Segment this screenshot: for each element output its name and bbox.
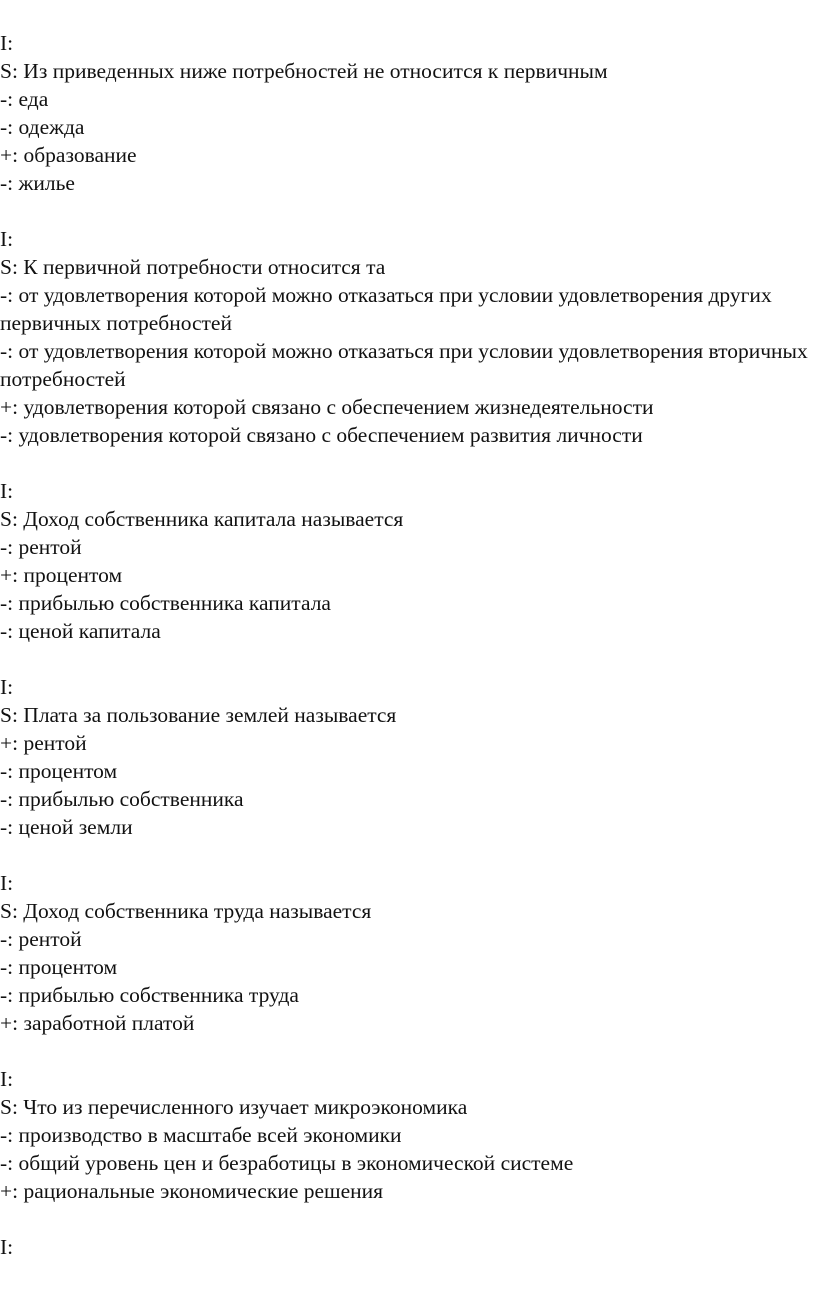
answer-option: -: еда xyxy=(0,87,49,111)
question-block-5 xyxy=(0,869,812,1037)
test-questions-document xyxy=(0,29,812,1289)
question-marker: I: xyxy=(0,1235,14,1259)
question-marker: I: xyxy=(0,675,14,699)
question-statement: S: Доход собственника капитала называется xyxy=(0,507,404,531)
question-marker: I: xyxy=(0,1067,14,1091)
question-statement: S: Что из перечисленного изучает микроэкономика xyxy=(0,1095,468,1119)
answer-option: -: производство в масштабе всей экономики xyxy=(0,1123,402,1147)
answer-option: -: рентой xyxy=(0,927,82,951)
answer-option: -: прибылью собственника труда xyxy=(0,983,299,1007)
question-marker: I: xyxy=(0,227,14,251)
answer-option: -: удовлетворения которой связано с обеспечением развития личности xyxy=(0,423,643,447)
question-block-4 xyxy=(0,673,812,841)
answer-option-correct: +: рациональные экономические решения xyxy=(0,1179,384,1203)
answer-option-correct: +: удовлетворения которой связано с обеспечением жизнедеятельности xyxy=(0,395,654,419)
question-marker: I: xyxy=(0,31,14,55)
answer-option: -: ценой земли xyxy=(0,815,133,839)
answer-option-correct: +: заработной платой xyxy=(0,1011,195,1035)
answer-option: -: общий уровень цен и безработицы в экономической системе xyxy=(0,1151,574,1175)
question-statement: S: Плата за пользование землей называется xyxy=(0,703,397,727)
answer-option-correct: +: процентом xyxy=(0,563,123,587)
question-block-1 xyxy=(0,29,812,197)
answer-option: -: одежда xyxy=(0,115,85,139)
answer-option: -: рентой xyxy=(0,535,82,559)
question-marker: I: xyxy=(0,871,14,895)
question-statement: S: К первичной потребности относится та xyxy=(0,255,386,279)
question-statement: S: Доход собственника труда называется xyxy=(0,899,372,923)
answer-option: -: жилье xyxy=(0,171,75,195)
answer-option: -: процентом xyxy=(0,955,118,979)
question-block-2 xyxy=(0,225,812,449)
answer-option-correct: +: рентой xyxy=(0,731,87,755)
answer-option: -: ценой капитала xyxy=(0,619,161,643)
answer-option: -: прибылью собственника xyxy=(0,787,244,811)
answer-option: -: прибылью собственника капитала xyxy=(0,591,331,615)
question-statement: S: Из приведенных ниже потребностей не относится к первичным xyxy=(0,59,608,83)
question-block-6 xyxy=(0,1065,812,1205)
answer-option: -: от удовлетворения которой можно отказаться при условии удовлетворения вторичных потребностей xyxy=(0,339,808,391)
answer-option: -: от удовлетворения которой можно отказаться при условии удовлетворения других первичных потребностей xyxy=(0,283,772,335)
question-block-7 xyxy=(0,1233,812,1261)
question-block-3 xyxy=(0,477,812,645)
question-marker: I: xyxy=(0,479,14,503)
answer-option-correct: +: образование xyxy=(0,143,137,167)
answer-option: -: процентом xyxy=(0,759,118,783)
